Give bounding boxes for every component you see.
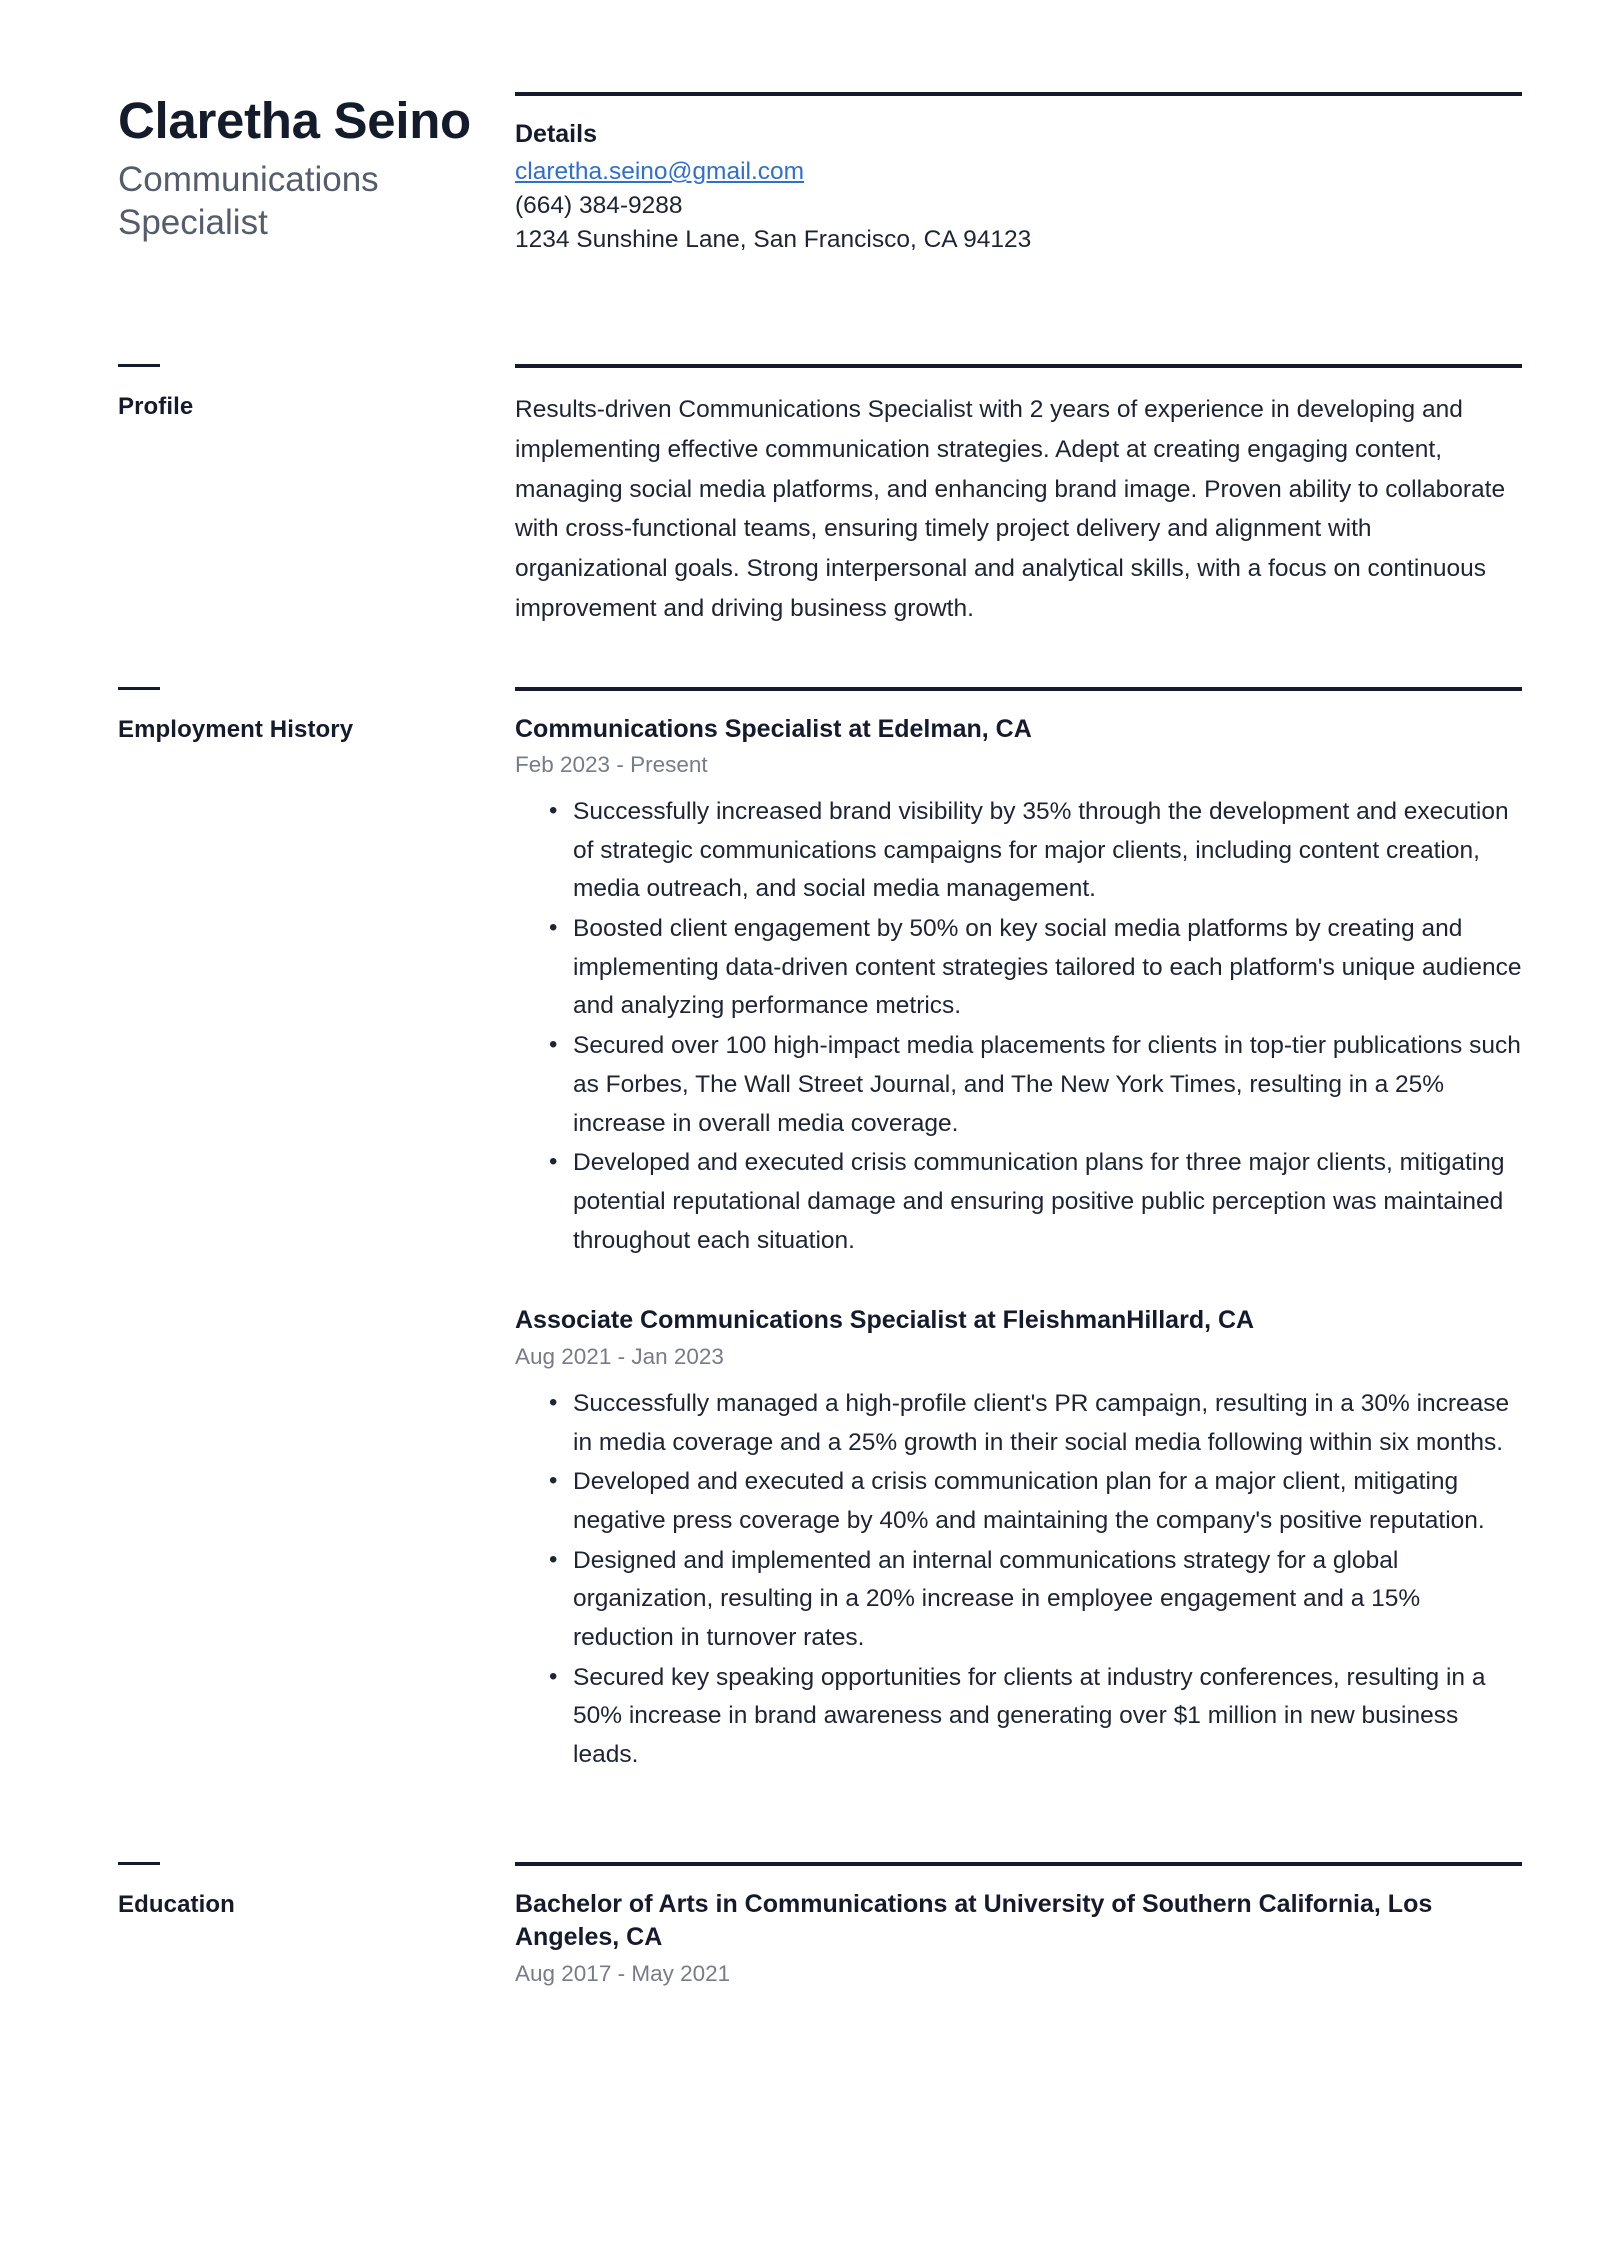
employment-side-label — [0, 687, 515, 744]
list-item: • Successfully managed a high-profile client's PR campaign, resulting in a 30% increase in media coverage and a 25% growth in their social media following within six months. — [543, 1385, 1522, 1462]
candidate-job-title: Communications Specialist — [118, 160, 379, 242]
list-item: • Developed and executed crisis communication plans for three major clients, mitigating potential reputational damage and ensuring positive public perception was maintained throughout each situation. — [543, 1144, 1522, 1260]
employment-entry-title: Associate Communications Specialist at FleishmanHillard, CA — [515, 1306, 1255, 1335]
education-divider — [515, 1862, 1522, 1866]
list-item: • Designed and implemented an internal communications strategy for a global organization, resulting in a 20% increase in employee engagement and a 15% reduction in turnover rates. — [543, 1542, 1522, 1658]
resume-header — [0, 0, 1600, 256]
profile-paragraph: Results-driven Communications Specialist with 2 years of experience in developing and implementing effective communication strategies. Adept at creating engaging content, managing social media platforms, and enhancing brand image. Proven ability to collaborate with cross-functional teams, ensuring timely project delivery and alignment with organizational goals. Strong interpersonal and analytical skills, with a focus on continuous improvement and driving business growth. — [515, 396, 1506, 622]
employment-entry — [515, 1304, 1522, 1774]
education-side-label — [0, 1862, 515, 1919]
employment-entry-date: Feb 2023 - Present — [515, 752, 708, 778]
employment-section — [0, 687, 1600, 1776]
details-section — [515, 0, 1600, 256]
email-link[interactable]: claretha.seino@gmail.com — [515, 158, 805, 185]
employment-divider — [515, 687, 1522, 691]
employment-entry-bullets — [515, 1385, 1522, 1775]
list-item: • Successfully increased brand visibility by 35% through the development and execution of strategic communications campaigns for major clients, including content creation, media outreach, and social media management. — [543, 793, 1522, 909]
employment-entry-bullets — [515, 793, 1522, 1260]
education-label-rule — [118, 1862, 160, 1865]
education-entry-title: Bachelor of Arts in Communications at University of Southern California, Los Angeles, CA — [515, 1889, 1433, 1952]
employment-entry — [515, 713, 1522, 1261]
profile-label-rule — [118, 364, 160, 367]
profile-content — [515, 364, 1600, 628]
profile-section — [0, 364, 1600, 628]
education-section — [0, 1862, 1600, 1990]
employment-entry-date: Aug 2021 - Jan 2023 — [515, 1343, 724, 1369]
employment-content — [515, 687, 1600, 1776]
employment-label-text: Employment History — [118, 715, 354, 743]
candidate-name: Claretha Seino — [118, 92, 471, 149]
address-text: 1234 Sunshine Lane, San Francisco, CA 94123 — [515, 225, 1032, 253]
list-item: • Boosted client engagement by 50% on key social media platforms by creating and implementing data-driven content strategies tailored to each platform's unique audience and analyzing performance metrics. — [543, 910, 1522, 1026]
list-item: • Secured key speaking opportunities for clients at industry conferences, resulting in a 50% increase in brand awareness and generating over $1 million in new business leads. — [543, 1659, 1522, 1775]
employment-entry-title: Communications Specialist at Edelman, CA — [515, 714, 1032, 743]
profile-divider — [515, 364, 1522, 368]
profile-label-text: Profile — [118, 393, 194, 421]
employment-label-rule — [118, 687, 160, 690]
profile-side-label — [0, 364, 515, 421]
education-entry-date: Aug 2017 - May 2021 — [515, 1960, 731, 1986]
education-label-text: Education — [118, 1890, 235, 1918]
phone-text: (664) 384-9288 — [515, 191, 683, 219]
list-item: • Secured over 100 high-impact media placements for clients in top-tier publications such as Forbes, The Wall Street Journal, and The New York Times, resulting in a 25% increase in overall media coverage. — [543, 1027, 1522, 1143]
education-entry — [515, 1888, 1522, 1990]
details-divider — [515, 92, 1522, 96]
details-heading: Details — [515, 120, 597, 148]
education-content — [515, 1862, 1600, 1990]
list-item: • Developed and executed a crisis communication plan for a major client, mitigating negative press coverage by 40% and maintaining the company's positive reputation. — [543, 1463, 1522, 1540]
header-identity — [0, 0, 515, 244]
